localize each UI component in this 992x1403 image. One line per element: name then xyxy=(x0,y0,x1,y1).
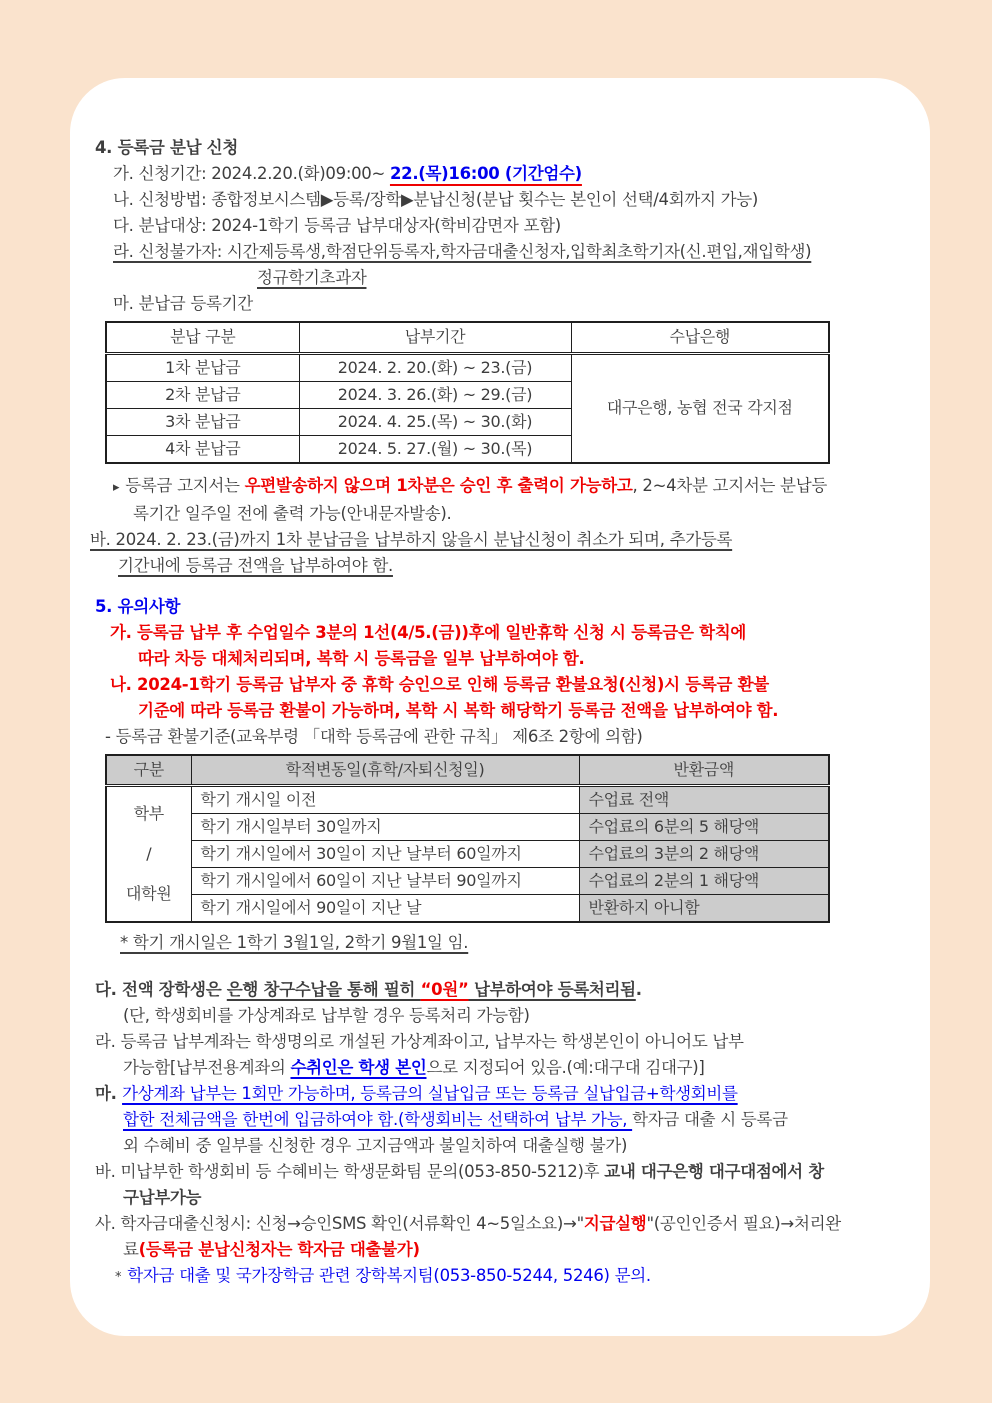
s5-sa-line1-mid: "(공인인증서 필요)→처리완 xyxy=(646,1214,841,1233)
table-row xyxy=(106,868,829,895)
s4-item-cancel-line2 xyxy=(118,553,910,579)
s5-item-account-line2 xyxy=(123,1055,910,1081)
asterisk-icon: * xyxy=(115,1270,122,1285)
refund-when-2: 학기 개시일부터 30일까지 xyxy=(191,814,579,841)
section4-title: 4. 등록금 분납 신청 xyxy=(95,138,238,157)
s5-item-student-loan-line1 xyxy=(95,1211,910,1237)
refund-col-amount: 반환금액 xyxy=(579,755,829,786)
s4-item-target: 다. 분납대상: 2024-1학기 등록금 납부대상자(학비감면자 포함) xyxy=(113,216,561,235)
installment-4-period: 2024. 5. 27.(월) ~ 30.(목) xyxy=(299,435,571,463)
s5-item-scholarship-line1 xyxy=(95,977,910,1003)
s5-item-virtual-account-line2 xyxy=(123,1107,910,1133)
installment-table xyxy=(105,321,830,464)
refund-amount-5: 반환하지 아니함 xyxy=(579,895,829,923)
s5-loan-contact-note xyxy=(115,1263,910,1291)
s4-item-not-allowed-line2 xyxy=(257,265,910,291)
refund-amount-1: 수업료 전액 xyxy=(579,786,829,814)
s5-da-under2: 납부하여야 등록처리됨 xyxy=(468,980,636,999)
s4-bill-note-line2: 록기간 일주일 전에 출력 가능(안내문자발송). xyxy=(133,503,452,523)
installment-col-period: 납부기간 xyxy=(299,322,571,353)
refund-amount-3: 수업료의 3분의 2 해당액 xyxy=(579,841,829,868)
installment-table-header-row xyxy=(106,322,829,353)
table-row xyxy=(106,786,829,814)
s5-item-leave-line2: 따라 차등 대체처리되며, 복학 시 등록금을 일부 납부하여야 함. xyxy=(138,648,585,668)
refund-group-line1: 학부 xyxy=(133,804,164,823)
s4-item-application-method: 나. 신청방법: 종합정보시스템▶등록/장학▶분납신청(분납 횟수는 본인이 선택/4회까지 가능) xyxy=(113,190,759,209)
s4-item-application-period xyxy=(113,161,910,187)
section5-title: 5. 유의사항 xyxy=(95,596,181,616)
installment-4-label: 4차 분납금 xyxy=(106,435,299,463)
s4-ra-line2-text: 정규학기초과자 xyxy=(257,268,367,287)
s5-sa-execution: 지급실행 xyxy=(583,1214,647,1233)
refund-footnote-text: * 학기 개시일은 1학기 3월1일, 2학기 9월1일 임. xyxy=(120,933,469,952)
s4-item-registration-period: 마. 분납금 등록기간 xyxy=(113,294,253,313)
s5-ba-line1-bold: 교내 대구은행 대구대점에서 창 xyxy=(604,1162,824,1181)
s5-ba-line1-pre: 바. 미납부한 학생회비 등 수혜비는 학생문화팀 문의(053-850-5212)후 xyxy=(95,1162,605,1181)
s4-bill-note-red: 우편발송하지 않으며 1차분은 승인 후 출력이 가능하고 xyxy=(244,475,633,495)
installment-3-label: 3차 분납금 xyxy=(106,408,299,435)
s4-bill-note-line1 xyxy=(113,473,910,501)
table-row xyxy=(106,353,829,381)
installment-3-period: 2024. 4. 25.(목) ~ 30.(화) xyxy=(299,408,571,435)
s4-item-not-allowed-line1 xyxy=(113,239,910,265)
table-row xyxy=(106,814,829,841)
installment-col-type: 분납 구분 xyxy=(106,322,299,353)
refund-group-line2: / xyxy=(146,844,152,863)
refund-table-header-row xyxy=(106,755,829,786)
installment-2-period: 2024. 3. 26.(화) ~ 29.(금) xyxy=(299,381,571,408)
installment-1-label: 1차 분납금 xyxy=(106,353,299,381)
s4-bill-note-text2: , 2~4차분 고지서는 분납등 xyxy=(632,475,827,495)
s5-da-under1: 은행 창구수납을 통해 필히 xyxy=(226,980,421,999)
s5-item-refund-line2: 기준에 따라 등록금 환불이 가능하며, 복학 시 복학 해당학기 등록금 전액을 납부하여야 함. xyxy=(138,700,779,720)
refund-group-line3: 대학원 xyxy=(126,884,172,903)
refund-col-group: 구분 xyxy=(106,755,191,786)
document-content xyxy=(70,78,930,1291)
refund-col-date: 학적변동일(휴학/자퇴신청일) xyxy=(191,755,579,786)
s5-item-unpaid-fee-line1 xyxy=(95,1159,910,1185)
notice-document-card xyxy=(70,78,930,1336)
refund-when-5: 학기 개시일에서 90일이 지난 날 xyxy=(191,895,579,923)
s5-ra-line2-pre: 가능함[납부전용계좌의 xyxy=(123,1058,291,1077)
table-row xyxy=(106,895,829,923)
refund-amount-2: 수업료의 6분의 5 해당액 xyxy=(579,814,829,841)
s5-item-leave-line1: 가. 등록금 납부 후 수업일수 3분의 1선(4/5.(금))후에 일반휴학 신청 시 등록금은 학칙에 xyxy=(110,622,747,642)
s5-item-virtual-account-line3: 외 수혜비 중 일부를 신청한 경우 고지금액과 불일치하여 대출실행 불가) xyxy=(123,1136,628,1155)
s5-item-student-loan-line2 xyxy=(123,1237,910,1263)
s5-da-zero-won: “0원” xyxy=(420,980,469,999)
s5-item-account-line1: 라. 등록금 납부계좌는 학생명의로 개설된 가상계좌이고, 납부자는 학생본인이 아니어도 납부 xyxy=(95,1032,744,1051)
installment-2-label: 2차 분납금 xyxy=(106,381,299,408)
s5-da-lead: 다. 전액 장학생은 xyxy=(95,980,227,999)
installment-bank-cell: 대구은행, 농협 전국 각지점 xyxy=(571,353,829,463)
s5-ra-line2-post: 으로 지정되어 있음.(예:대구대 김대구)] xyxy=(426,1058,705,1077)
s5-item-refund-line1: 나. 2024-1학기 등록금 납부자 중 휴학 승인으로 인해 등록금 환불요청(신청)시 등록금 환불 xyxy=(110,674,769,694)
s5-ra-payee: 수취인은 학생 본인 xyxy=(290,1058,427,1077)
installment-1-period: 2024. 2. 20.(화) ~ 23.(금) xyxy=(299,353,571,381)
refund-when-1: 학기 개시일 이전 xyxy=(191,786,579,814)
s4-ga-deadline: 22.(목)16:00 (기간엄수) xyxy=(389,164,582,183)
installment-col-bank: 수납은행 xyxy=(571,322,829,353)
refund-table xyxy=(105,754,830,924)
s5-sa-line2-pre: 료 xyxy=(123,1240,139,1259)
s5-item-scholarship-line2: (단, 학생회비를 가상계좌로 납부할 경우 등록처리 가능함) xyxy=(123,1006,530,1025)
s5-item-unpaid-fee-line2: 구납부가능 xyxy=(123,1188,202,1207)
s5-ma-label: 마. xyxy=(95,1084,123,1103)
s5-da-period: . xyxy=(635,980,642,999)
refund-when-3: 학기 개시일에서 30일이 지난 날부터 60일까지 xyxy=(191,841,579,868)
s5-ma-blue1: 가상계좌 납부는 1회만 가능하며, 등록금의 실납입금 또는 등록금 실납입금+학생회비를 xyxy=(122,1084,738,1103)
s5-sa-line2-red: (등록금 분납신청자는 학자금 대출불가) xyxy=(138,1240,420,1259)
s5-loan-contact-text: 학자금 대출 및 국가장학금 관련 장학복지팀(053-850-5244, 5246) 문의. xyxy=(127,1266,651,1285)
s5-refund-rule-note: - 등록금 환불기준(교육부령 「대학 등록금에 관한 규칙」 제6조 2항에 의함) xyxy=(105,726,643,746)
s5-ma-blue2: 합한 전체금액을 한번에 입금하여야 함.(학생회비는 선택하여 납부 가능, xyxy=(123,1110,633,1129)
refund-amount-4: 수업료의 2분의 1 해당액 xyxy=(579,868,829,895)
s4-ra-line1-text: 라. 신청불가자: 시간제등록생,학점단위등록자,학자금대출신청자,입학최초학기자(신.편입,재입학생) xyxy=(113,242,812,261)
refund-table-footnote xyxy=(120,930,910,956)
s4-bill-note-text1: 등록금 고지서는 xyxy=(125,475,245,495)
s4-ba-line1-text: 바. 2024. 2. 23.(금)까지 1차 분납금을 납부하지 않을시 분납신청이 취소가 되며, 추가등록 xyxy=(90,529,733,549)
refund-group-cell xyxy=(106,786,191,923)
refund-when-4: 학기 개시일에서 60일이 지난 날부터 90일까지 xyxy=(191,868,579,895)
s5-sa-line1-pre: 사. 학자금대출신청시: 신청→승인SMS 확인(서류확인 4~5일소요)→" xyxy=(95,1214,584,1233)
s4-item-cancel-line1 xyxy=(90,527,910,553)
s4-ba-line2-text: 기간내에 등록금 전액을 납부하여야 함. xyxy=(118,555,393,575)
s4-ga-text: 가. 신청기간: 2024.2.20.(화)09:00~ xyxy=(113,164,390,183)
triangle-bullet-icon: ▸ xyxy=(113,479,120,495)
s5-item-virtual-account-line1 xyxy=(95,1081,910,1107)
s5-ma-line2-tail: 학자금 대출 시 등록금 xyxy=(632,1110,788,1129)
table-row xyxy=(106,841,829,868)
